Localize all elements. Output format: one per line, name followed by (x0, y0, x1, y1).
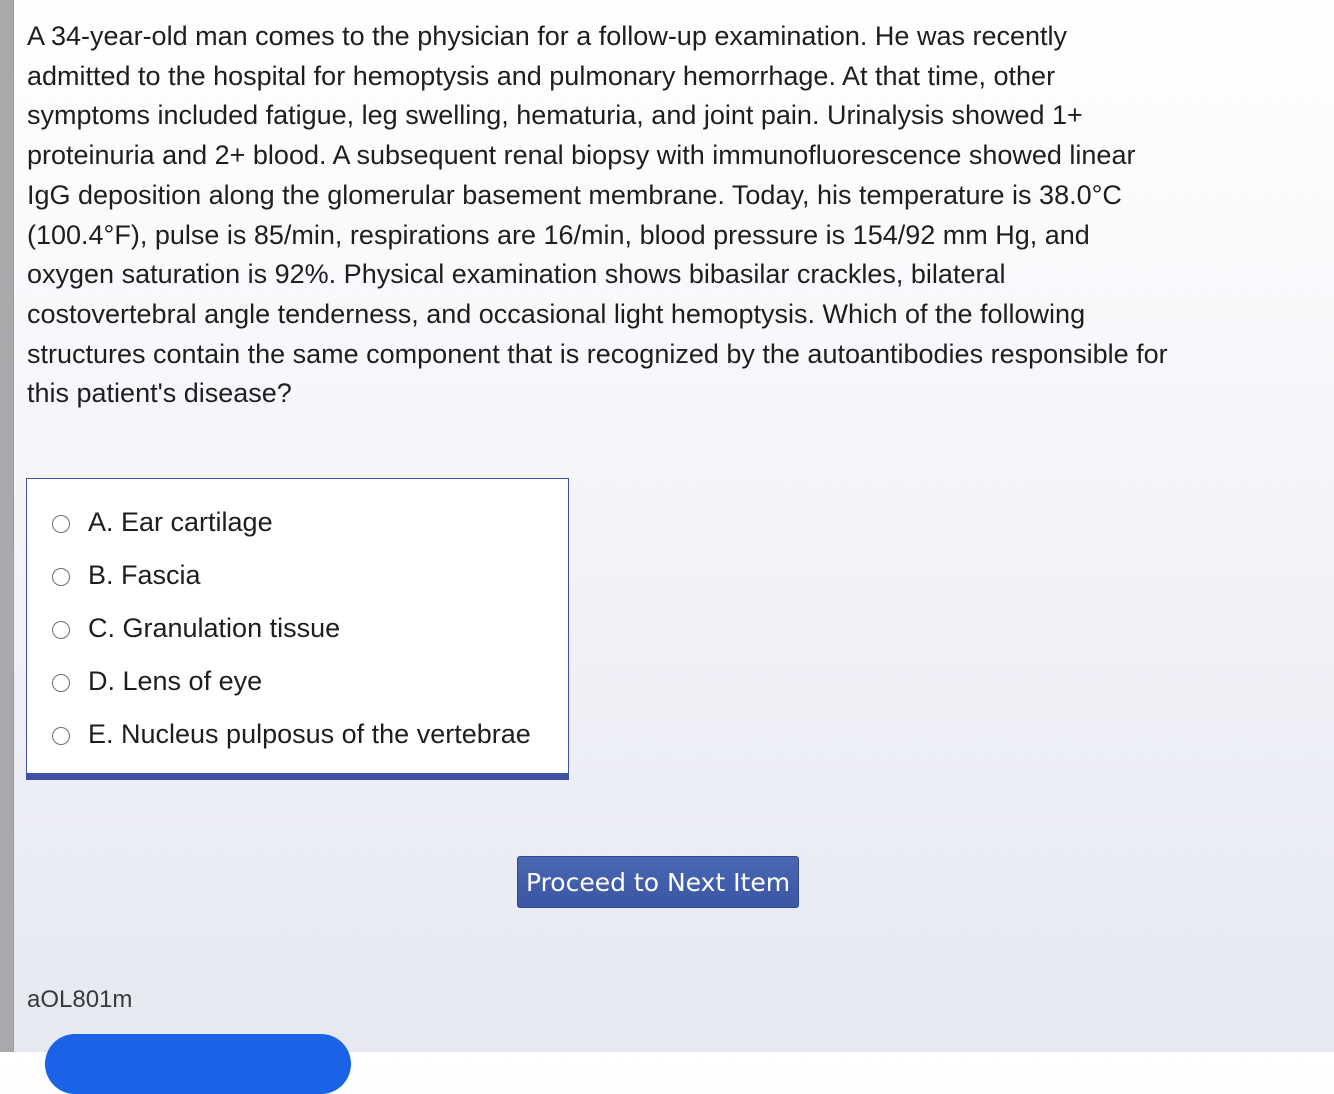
radio-button-icon[interactable] (52, 515, 70, 533)
choice-label: D. Lens of eye (88, 666, 263, 696)
question-stem: A 34-year-old man comes to the physician for a follow-up examination. He was recently admitted to the hospital for hemoptysis and pulmonary hemorrhage. At that time, other symptoms included fatigue, leg swelling, hematuria, and joint pain. Urinalysis showed 1+ proteinuria and 2+ blood. A subsequent renal biopsy with immunofluorescence showed linear IgG deposition along the glomerular basement membrane. Today, his temperature is 38.0°C (100.4°F), pulse is 85/min, respirations are 16/min, blood pressure is 154/92 mm Hg, and oxygen saturation is 92%. Physical examination shows bibasilar crackles, bilateral costovertebral angle tenderness, and occasional light hemoptysis. Which of the following structures contain the same component that is recognized by the autoantibodies responsible for this patient's disease? (27, 21, 1168, 409)
choice-label: A. Ear cartilage (88, 507, 273, 537)
choice-label: E. Nucleus pulposus of the vertebrae (88, 719, 531, 749)
item-id: aOL801m (27, 986, 133, 1013)
choice-label: C. Granulation tissue (88, 613, 341, 643)
radio-button-icon[interactable] (52, 568, 70, 586)
choice-a[interactable] (27, 502, 568, 542)
radio-button-icon[interactable] (52, 674, 70, 692)
choice-d[interactable] (27, 661, 568, 701)
radio-button-icon[interactable] (52, 727, 70, 745)
choice-b[interactable] (27, 555, 568, 595)
answer-choices-panel (26, 478, 569, 780)
choice-e[interactable] (27, 714, 568, 754)
bottom-action-button[interactable] (45, 1034, 351, 1094)
left-scroll-gutter (0, 0, 14, 1052)
proceed-to-next-item-button[interactable]: Proceed to Next Item (517, 856, 799, 908)
radio-button-icon[interactable] (52, 621, 70, 639)
choice-label: B. Fascia (88, 560, 201, 590)
choice-c[interactable] (27, 608, 568, 648)
